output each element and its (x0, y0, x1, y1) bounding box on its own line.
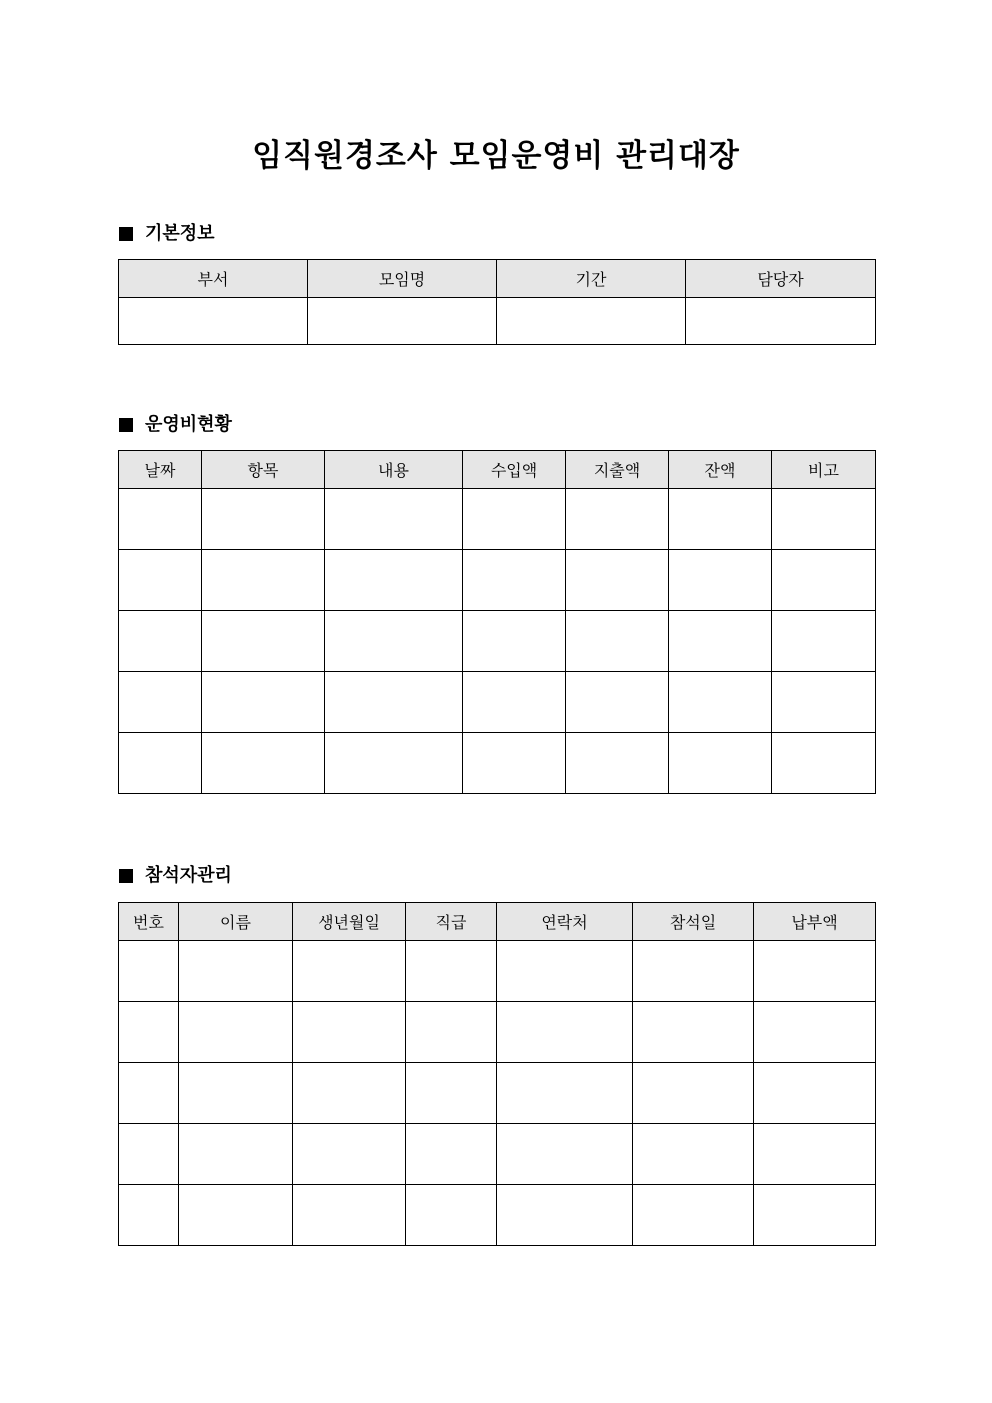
table-cell[interactable] (325, 489, 463, 550)
table-cell[interactable] (633, 1002, 754, 1063)
table-cell[interactable] (633, 1185, 754, 1246)
table-cell[interactable] (119, 611, 202, 672)
table-cell[interactable] (497, 941, 633, 1002)
table-cell[interactable] (463, 550, 566, 611)
column-header-date: 날짜 (119, 451, 202, 489)
table-cell[interactable] (406, 1185, 497, 1246)
table-cell[interactable] (669, 672, 772, 733)
table-cell[interactable] (772, 733, 876, 794)
table-cell[interactable] (633, 1063, 754, 1124)
table-cell[interactable] (119, 672, 202, 733)
table-row (119, 1185, 876, 1246)
table-cell[interactable] (119, 298, 308, 345)
table-cell[interactable] (119, 733, 202, 794)
table-cell[interactable] (754, 1063, 876, 1124)
table-row (119, 1124, 876, 1185)
table-cell[interactable] (202, 550, 325, 611)
table-cell[interactable] (179, 1002, 293, 1063)
table-cell[interactable] (325, 672, 463, 733)
square-bullet-icon (119, 227, 133, 241)
table-cell[interactable] (119, 550, 202, 611)
table-cell[interactable] (293, 941, 406, 1002)
table-row (119, 298, 876, 345)
table-cell[interactable] (754, 1002, 876, 1063)
table-cell[interactable] (406, 1063, 497, 1124)
table-row (119, 489, 876, 550)
table-cell[interactable] (566, 733, 669, 794)
basic-info-table (118, 259, 876, 345)
section-heading-attendee-management (119, 864, 232, 888)
document-title: 임직원경조사 모임운영비 관리대장 (252, 138, 740, 174)
table-row (119, 1002, 876, 1063)
table-cell[interactable] (754, 1124, 876, 1185)
table-cell[interactable] (406, 1002, 497, 1063)
table-header-row (119, 260, 876, 298)
table-cell[interactable] (179, 1185, 293, 1246)
table-cell[interactable] (566, 489, 669, 550)
table-cell[interactable] (633, 1124, 754, 1185)
table-cell[interactable] (308, 298, 497, 345)
table-cell[interactable] (179, 1124, 293, 1185)
table-cell[interactable] (202, 611, 325, 672)
square-bullet-icon (119, 418, 133, 432)
table-cell[interactable] (754, 941, 876, 1002)
table-cell[interactable] (669, 733, 772, 794)
table-cell[interactable] (463, 611, 566, 672)
section-heading-label: 참석자관리 (145, 865, 232, 886)
section-heading-label: 기본정보 (145, 223, 215, 244)
table-cell[interactable] (497, 1185, 633, 1246)
table-cell[interactable] (772, 672, 876, 733)
column-header-contact: 연락처 (497, 903, 633, 941)
table-cell[interactable] (325, 550, 463, 611)
table-row (119, 611, 876, 672)
table-cell[interactable] (202, 489, 325, 550)
table-row (119, 672, 876, 733)
table-cell[interactable] (325, 611, 463, 672)
table-cell[interactable] (202, 672, 325, 733)
table-cell[interactable] (293, 1063, 406, 1124)
column-header-expense: 지출액 (566, 451, 669, 489)
table-cell[interactable] (406, 941, 497, 1002)
budget-status-table (118, 450, 876, 794)
table-cell[interactable] (179, 1063, 293, 1124)
column-header-period: 기간 (497, 260, 686, 298)
column-header-number: 번호 (119, 903, 179, 941)
square-bullet-icon (119, 869, 133, 883)
table-header-row (119, 451, 876, 489)
column-header-name: 이름 (179, 903, 293, 941)
table-cell[interactable] (179, 941, 293, 1002)
table-cell[interactable] (497, 298, 686, 345)
column-header-attendance-date: 참석일 (633, 903, 754, 941)
column-header-payment: 납부액 (754, 903, 876, 941)
table-cell[interactable] (686, 298, 876, 345)
table-row (119, 733, 876, 794)
table-cell[interactable] (406, 1124, 497, 1185)
table-cell[interactable] (202, 733, 325, 794)
table-cell[interactable] (119, 1185, 179, 1246)
table-cell[interactable] (772, 611, 876, 672)
table-cell[interactable] (119, 489, 202, 550)
table-cell[interactable] (633, 941, 754, 1002)
table-cell[interactable] (293, 1185, 406, 1246)
table-cell[interactable] (754, 1185, 876, 1246)
table-row (119, 1063, 876, 1124)
table-cell[interactable] (325, 733, 463, 794)
attendee-management-table (118, 902, 876, 1246)
column-header-item: 항목 (202, 451, 325, 489)
column-header-balance: 잔액 (669, 451, 772, 489)
table-cell[interactable] (463, 489, 566, 550)
column-header-manager: 담당자 (686, 260, 876, 298)
column-header-position: 직급 (406, 903, 497, 941)
table-cell[interactable] (669, 611, 772, 672)
table-row (119, 550, 876, 611)
table-cell[interactable] (669, 550, 772, 611)
table-cell[interactable] (772, 550, 876, 611)
table-cell[interactable] (497, 1124, 633, 1185)
section-heading-basic-info (119, 222, 215, 246)
table-cell[interactable] (772, 489, 876, 550)
column-header-department: 부서 (119, 260, 308, 298)
table-cell[interactable] (566, 672, 669, 733)
column-header-remarks: 비고 (772, 451, 876, 489)
table-cell[interactable] (119, 1063, 179, 1124)
table-cell[interactable] (566, 611, 669, 672)
column-header-income: 수입액 (463, 451, 566, 489)
column-header-birthdate: 생년월일 (293, 903, 406, 941)
table-cell[interactable] (463, 733, 566, 794)
table-cell[interactable] (497, 1002, 633, 1063)
table-cell[interactable] (293, 1002, 406, 1063)
table-cell[interactable] (293, 1124, 406, 1185)
column-header-description: 내용 (325, 451, 463, 489)
table-cell[interactable] (119, 1124, 179, 1185)
table-cell[interactable] (463, 672, 566, 733)
table-cell[interactable] (669, 489, 772, 550)
table-header-row (119, 903, 876, 941)
table-cell[interactable] (566, 550, 669, 611)
section-heading-label: 운영비현황 (145, 414, 232, 435)
section-heading-budget-status (119, 413, 232, 437)
table-cell[interactable] (119, 941, 179, 1002)
table-cell[interactable] (497, 1063, 633, 1124)
table-cell[interactable] (119, 1002, 179, 1063)
column-header-meeting-name: 모임명 (308, 260, 497, 298)
table-row (119, 941, 876, 1002)
